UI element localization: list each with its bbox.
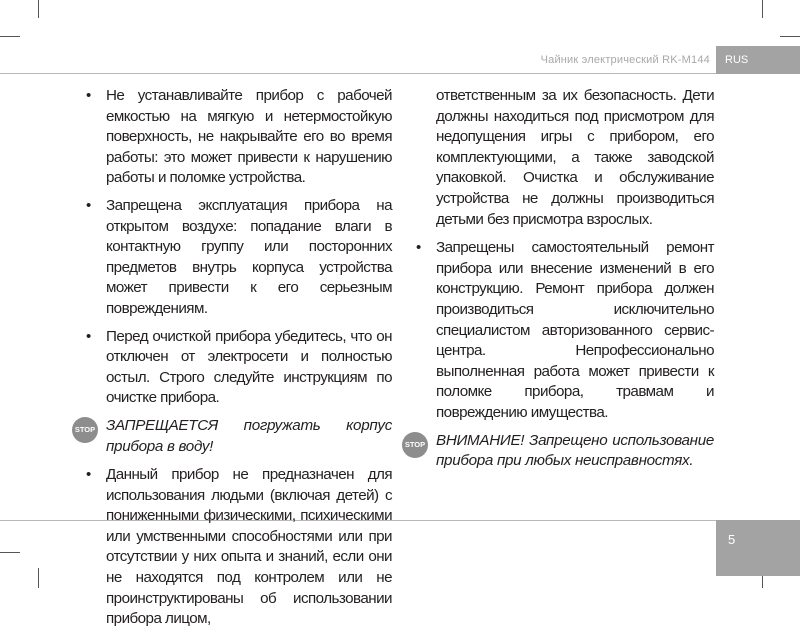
bullet-icon: • <box>416 239 421 257</box>
header-title: Чайник электрический RK-M144 <box>540 54 710 66</box>
stop-sign-icon: STOP <box>402 432 428 458</box>
crop-mark-bottom-left-h <box>0 552 20 553</box>
crop-mark-top-right <box>762 0 763 18</box>
crop-mark-bottom-left <box>38 568 39 588</box>
warning-text: ВНИМАНИЕ! Запрещено использование прибора при любых неисправностях. <box>436 431 714 470</box>
bullet-icon: • <box>86 196 91 214</box>
left-column <box>74 86 392 637</box>
bullet-icon: • <box>86 87 91 104</box>
list-item-text: Не устанавливайте прибор с рабочей емкостью на мягкую и нетермостойкую поверхность, не накрывайте его во время работы: это может привести к нарушению работы и поломке устройства. <box>106 87 392 187</box>
list-item <box>86 327 392 409</box>
bullet-icon: • <box>86 327 91 345</box>
bullet-icon: • <box>86 466 91 484</box>
list-item-text: Запрещена эксплуатация прибора на открытом воздухе: попадание влаги в контактную группу или посторонних предметов внутрь корпуса устройства может привести к его серьезным повреждениям. <box>106 196 392 317</box>
stop-sign-icon: STOP <box>72 417 98 443</box>
list-item <box>86 196 392 320</box>
crop-mark-top-left <box>38 0 39 18</box>
right-column <box>404 86 714 480</box>
warning-item <box>404 431 714 472</box>
list-item <box>86 86 392 189</box>
warning-text: ЗАПРЕЩАЕТСЯ погружать корпус прибора в воду! <box>106 416 392 455</box>
page-number: 5 <box>716 520 800 576</box>
header-rule <box>0 73 716 74</box>
warning-item <box>74 416 392 457</box>
list-item-text: Запрещены самостоятельный ремонт прибора или внесение изменений в его конструкцию. Ремонт прибора должен производиться исключительно специалистом авторизованного сервис-центра. Непрофессионально выполненная работа может привести к поломке прибора, травмам и повреждению имущества. <box>436 239 714 421</box>
language-badge: RUS <box>716 46 800 74</box>
continuation-text: ответственным за их безопасность. Дети должны находиться под присмотром для недопущения игры с прибором, его комплектующими, а также заводской упаковкой. Очистка и обслуживание устройства не должны производиться детьми без присмотра взрослых. <box>436 87 714 228</box>
crop-mark-top-left-h <box>0 36 20 37</box>
crop-mark-top-right-h <box>780 36 800 37</box>
list-item-text: Перед очисткой прибора убедитесь, что он отключен от электросети и полностью остыл. Строго следуйте инструкциям по очистке прибора. <box>106 327 392 407</box>
list-item <box>416 238 714 423</box>
list-item <box>86 465 392 630</box>
list-item-text: Данный прибор не предназначен для использования людьми (включая детей) с пониженными физическими, психическими или умственными способностями или при отсутствии у них опыта и знаний, если они не находятся под контролем или не проинструктированы об использовании прибора лицом, <box>106 466 392 628</box>
